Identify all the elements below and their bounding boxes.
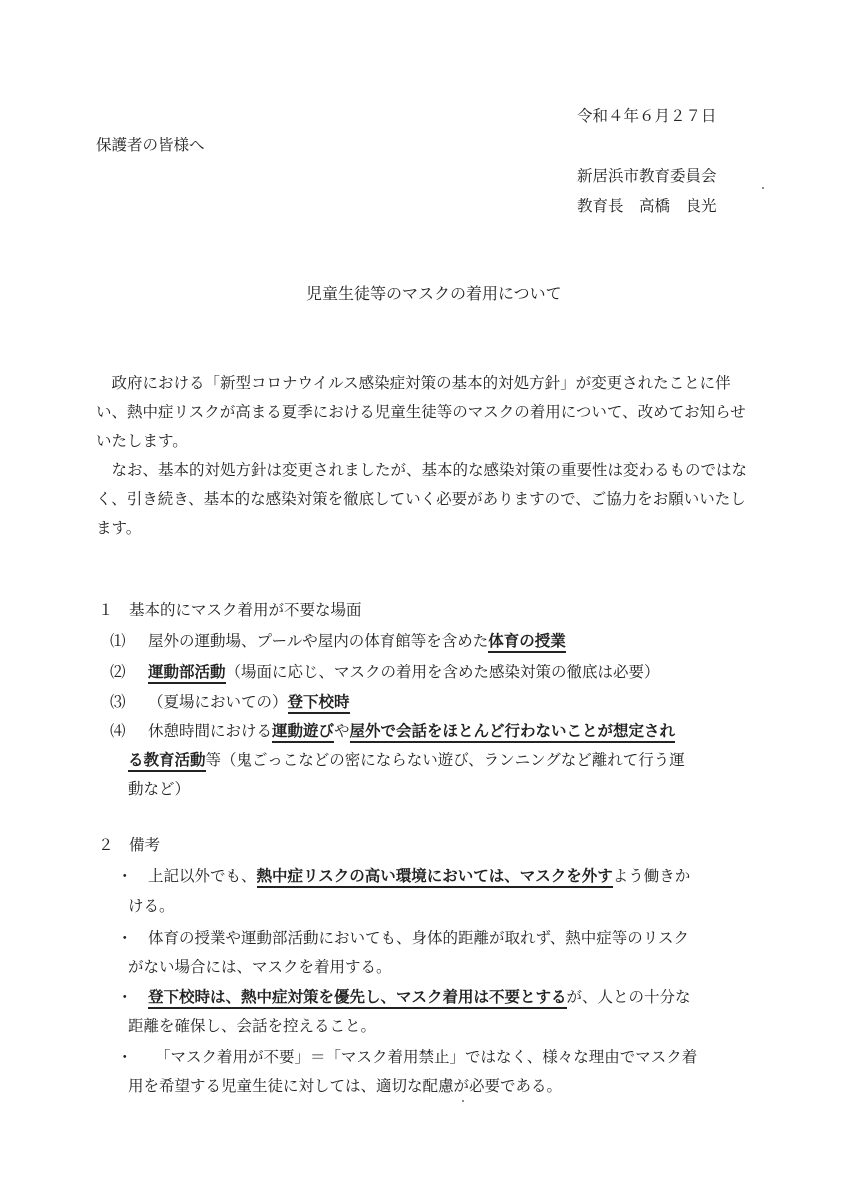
item-text-emphasis: 屋外で会話をほとんど行わないことが想定され: [350, 722, 676, 743]
item-text-plain: （夏場においての）: [148, 693, 288, 711]
intro-paragraph-1: 政府における「新型コロナウイルス感染症対策の基本的対処方針」が変更されたことに伴い、熱中症リスクが高まる夏季における児童生徒等のマスクの着用について、改めてお知らせいたします。: [96, 374, 746, 450]
item-number: ⑷: [110, 722, 126, 740]
item-text-emphasis: 体育の授業: [488, 632, 566, 653]
item-text-plain: や: [334, 722, 350, 740]
item-text: [148, 631, 566, 651]
bullet-text-plain: が、人との十分な: [566, 988, 691, 1006]
intro-block: [96, 369, 756, 543]
list-item: [0, 987, 848, 1039]
document-date: 令和４年６月２７日: [577, 107, 717, 125]
list-item: [0, 692, 848, 714]
bullet-text-line-2: ける。: [128, 897, 175, 915]
item-text-plain: 屋外の運動場、プールや屋内の体育館等を含めた: [148, 632, 489, 650]
item-text-emphasis: 登下校時: [288, 693, 350, 714]
item-text-line-3: 動など）: [128, 780, 191, 798]
bullet-text-line-1: [148, 866, 690, 886]
item-text: [148, 692, 350, 712]
list-item: [0, 928, 848, 980]
sender-organization: 新居浜市教育委員会: [577, 167, 717, 185]
bullet-mark: ・: [117, 929, 133, 947]
bullet-mark: ・: [117, 988, 133, 1006]
document-title: 児童生徒等のマスクの着用について: [306, 284, 562, 303]
item-text-emphasis: 運動遊び: [272, 722, 334, 743]
addressee: 保護者の皆様へ: [96, 136, 205, 154]
bullet-text-line-2: 用を希望する児童生徒に対しては、適切な配慮が必要である。: [128, 1077, 563, 1095]
scan-speck: [462, 1100, 464, 1102]
item-number: ⑶: [110, 693, 126, 711]
section2-heading: ２ 備考: [98, 836, 161, 854]
bullet-text-emphasis: 熱中症リスクの高い環境においては、: [257, 867, 520, 888]
item-number: ⑵: [110, 663, 126, 681]
bullet-mark: ・: [117, 867, 133, 885]
sender-person: 教育長 高橋 良光: [577, 197, 717, 215]
item-text-emphasis: る教育活動: [128, 751, 206, 772]
item-text-line-1: [148, 721, 675, 741]
section1-heading: １ 基本的にマスク着用が不要な場面: [98, 601, 362, 619]
bullet-text-line-1: 体育の授業や運動部活動においても、身体的距離が取れず、熱中症等のリスク: [148, 929, 689, 947]
bullet-text-plain: よう働きか: [612, 867, 691, 885]
item-text-plain: （場面に応じ、マスクの着用を含めた感染対策の徹底は必要）: [225, 663, 660, 681]
bullet-mark: ・: [117, 1048, 133, 1066]
intro-paragraph-2: なお、基本的対処方針は変更されましたが、基本的な感染対策の重要性は変わるものではなく、引き続き、基本的な感染対策を徹底していく必要がありますので、ご協力をお願いいたします。: [96, 461, 748, 537]
list-item: [0, 662, 848, 684]
bullet-text-line-1: [148, 987, 691, 1007]
list-item: [0, 1047, 848, 1099]
bullet-text-line-1: 「マスク着用が不要」＝「マスク着用禁止」ではなく、様々な理由でマスク着: [155, 1048, 698, 1066]
item-text: [148, 662, 660, 682]
list-item: [0, 631, 848, 653]
item-text-plain: 休憩時間における: [148, 722, 273, 740]
bullet-text-emphasis: 登下校時は、熱中症対策を優先し、マスク着用は不要とする: [148, 988, 567, 1009]
bullet-text-emphasis: マスクを外す: [520, 867, 613, 888]
item-text-plain: 等（鬼ごっこなどの密にならない遊び、ランニングなど離れて行う運: [205, 751, 685, 769]
list-item: [0, 721, 848, 801]
bullet-text-plain: 上記以外でも、: [148, 867, 257, 885]
bullet-text-line-2: 距離を確保し、会話を控えること。: [128, 1017, 377, 1035]
item-number: ⑴: [110, 632, 126, 650]
list-item: [0, 866, 848, 918]
bullet-text-line-2: がない場合には、マスクを着用する。: [128, 958, 392, 976]
item-text-line-2: [128, 750, 685, 770]
item-text-emphasis: 運動部活動: [148, 663, 226, 684]
scan-speck: [762, 187, 764, 189]
